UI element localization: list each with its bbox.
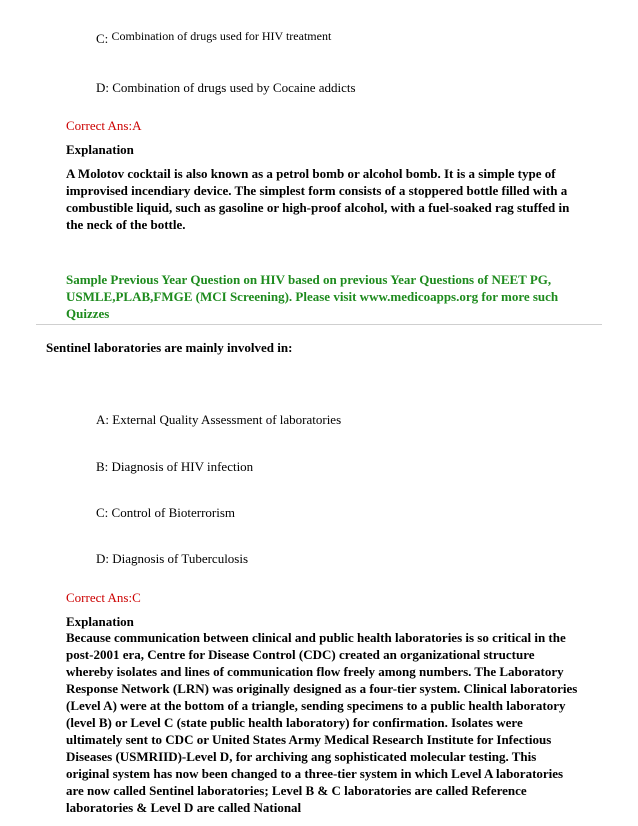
explanation-heading: Explanation <box>66 142 134 157</box>
explanation-text: A Molotov cocktail is also known as a petrol bomb or alcohol bomb. It is a simple type of improvised incendiary device. The simplest form consists of a stoppered bottle filled with a combustible liquid, such as gasoline or high-proof alcohol, with a fuel-soaked rag stuffed in the neck of the bottle. <box>66 166 570 232</box>
option-c-prefix: C: <box>96 31 109 46</box>
section-divider <box>36 324 602 325</box>
correct-answer: Correct Ans:A <box>66 118 142 133</box>
option-b: B: Diagnosis of HIV infection <box>96 459 254 474</box>
option-c: C: Control of Bioterrorism <box>96 505 236 520</box>
option-d: D: Combination of drugs used by Cocaine addicts <box>96 80 356 95</box>
explanation-heading: Explanation <box>66 614 134 629</box>
option-c-text: Combination of drugs used for HIV treatment <box>111 29 332 43</box>
explanation-text: Because communication between clinical and public health laboratories is so critical in the post-2001 era, Centre for Disease Control (CDC) created an organizational structure whereby isolates and lines of communication flow freely among numbers. The Laboratory Response Network (LRN) was originally designed as a four-tier system. Clinical laboratories (Level A) were at the bottom of a triangle, sending specimens to a public health laboratory (level B) or Level C (state public health laboratory) for confirmation. Isolates were ultimately sent to CDC or United States Army Medical Research Institute for Infectious Diseases (USMRIID)-Level D, for archiving ang sophisticated molecular testing. This original system has now been changed to a three-tier system in which Level A laboratories are now called Sentinel laboratories; Level B & C laboratories are called Reference laboratories & Level D are called National <box>66 630 578 815</box>
correct-answer: Correct Ans:C <box>66 590 141 605</box>
option-d: D: Diagnosis of Tuberculosis <box>96 551 249 566</box>
promo-link-text[interactable]: Sample Previous Year Question on HIV based on previous Year Questions of NEET PG, USMLE,PLAB,FMGE (MCI Screening). Please visit www.medicoapps.org for more such Quizzes <box>66 272 559 321</box>
option-c <box>96 31 331 47</box>
question-text: Sentinel laboratories are mainly involved in: <box>46 340 293 355</box>
option-a: A: External Quality Assessment of laboratories <box>96 412 342 427</box>
